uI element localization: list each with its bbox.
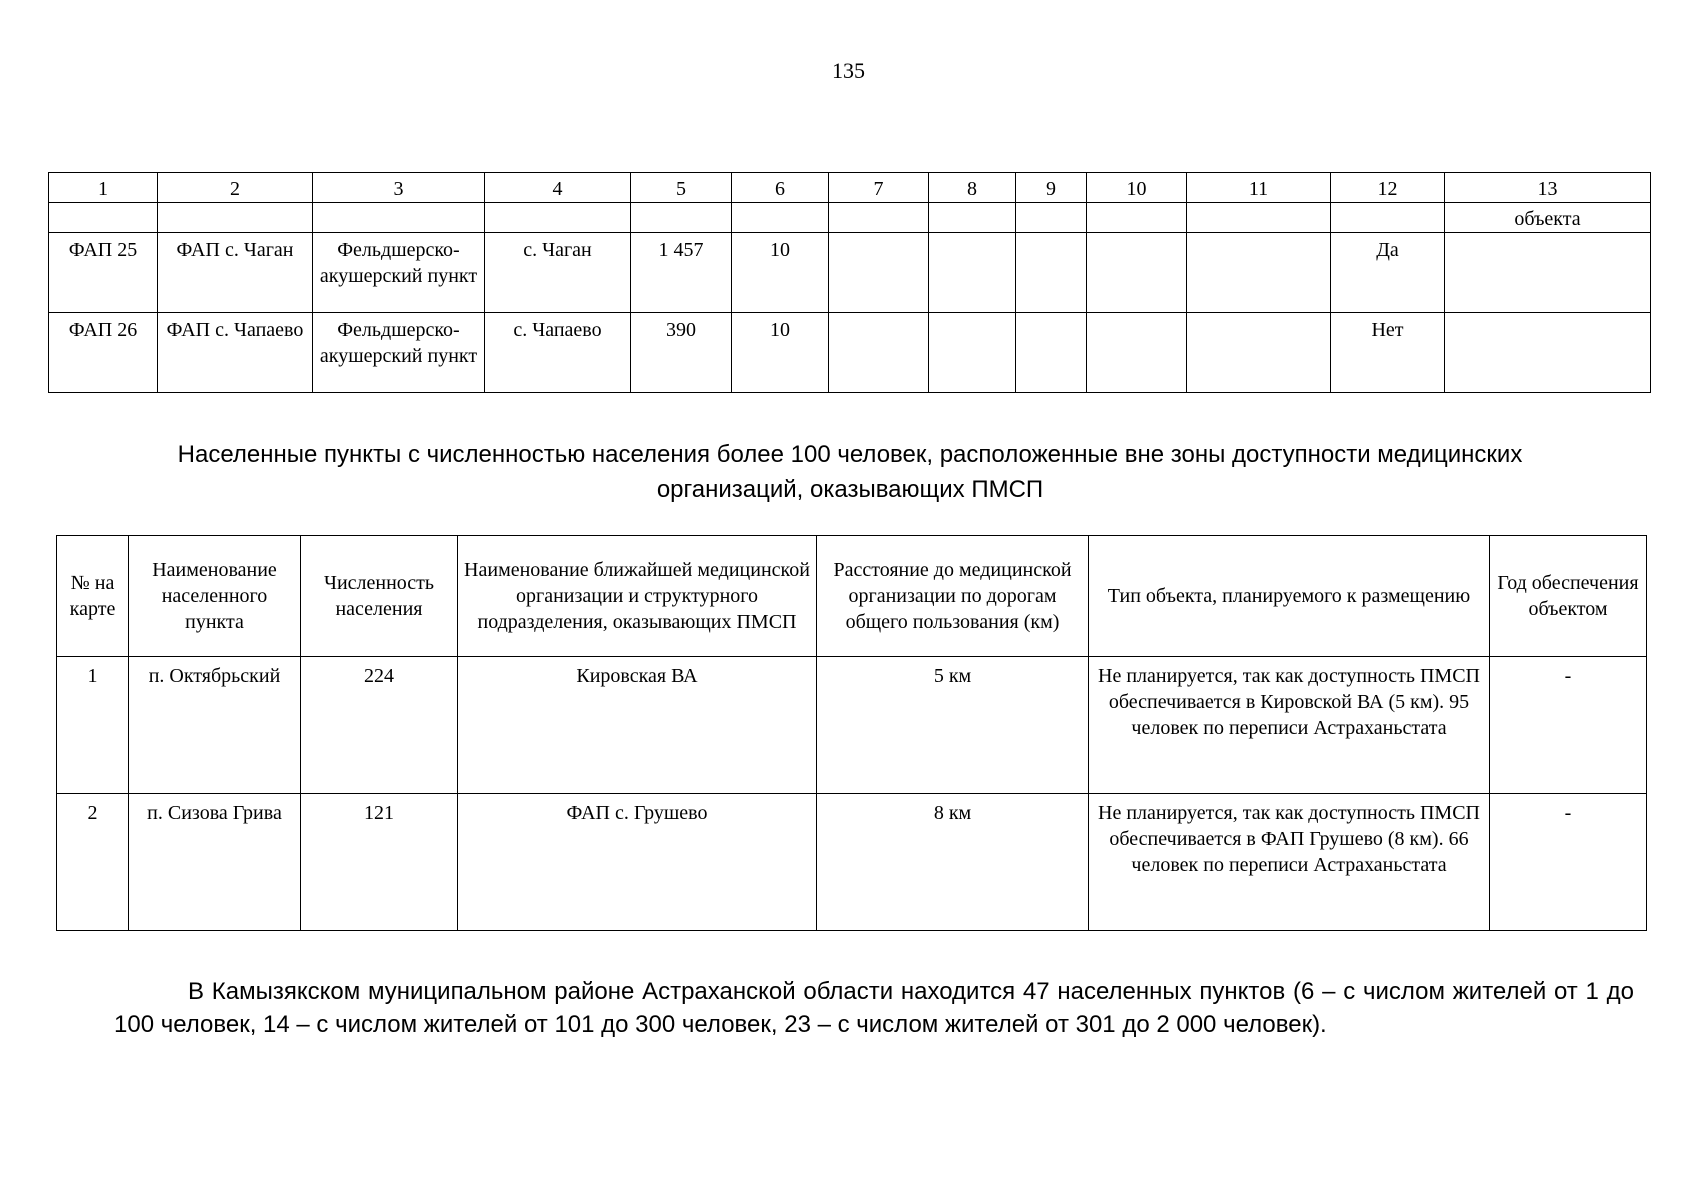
table-row [57, 657, 1647, 794]
table-cell: 7 [829, 173, 929, 203]
table-cell: 1 [57, 657, 129, 794]
table-cell: ФАП с. Чапаево [158, 313, 313, 393]
table-cell [829, 313, 929, 393]
table-cell: - [1490, 794, 1647, 931]
table-cell: с. Чаган [485, 233, 631, 313]
page-number: 135 [832, 58, 865, 83]
table-cell: 5 [631, 173, 732, 203]
table-cell: 1 [49, 173, 158, 203]
table-cell: 2 [158, 173, 313, 203]
table-cell: ФАП с. Чаган [158, 233, 313, 313]
table-cell: Фельдшерско-акушерский пункт [313, 313, 485, 393]
table-cell: ФАП 26 [49, 313, 158, 393]
table-cell: Не планируется, так как доступность ПМСП обеспечивается в Кировской ВА (5 км). 95 человек по переписи Астраханьстата [1089, 657, 1490, 794]
table-cell [313, 203, 485, 233]
table-cell: 9 [1016, 173, 1087, 203]
table-cell: 13 [1445, 173, 1651, 203]
table-cell: Расстояние до медицинской организации по дорогам общего пользования (км) [817, 536, 1089, 657]
table-cell: 224 [301, 657, 458, 794]
table-cell: п. Сизова Грива [129, 794, 301, 931]
table-cell: 4 [485, 173, 631, 203]
table-cell [929, 203, 1016, 233]
table-cell: ФАП 25 [49, 233, 158, 313]
table-header-row [57, 536, 1647, 657]
table-cell: Не планируется, так как доступность ПМСП обеспечивается в ФАП Грушево (8 км). 66 человек по переписи Астраханьстата [1089, 794, 1490, 931]
table-cell: - [1490, 657, 1647, 794]
table-cell: 5 км [817, 657, 1089, 794]
table-cell: 8 км [817, 794, 1089, 931]
table-header-row [49, 173, 1651, 203]
table-cell: 6 [732, 173, 829, 203]
table-cell: 11 [1187, 173, 1331, 203]
table-cell: п. Октябрьский [129, 657, 301, 794]
table-cell: 2 [57, 794, 129, 931]
settlements-table [56, 535, 1647, 931]
table-cell: Год обеспечения объектом [1490, 536, 1647, 657]
section-title: Населенные пункты с численностью населения более 100 человек, расположенные вне зоны доступности медицинских организаций, оказывающих ПМСП [177, 441, 1523, 503]
table-cell [1087, 203, 1187, 233]
table-cell [1187, 233, 1331, 313]
table-cell [1331, 203, 1445, 233]
table-cell: 1 457 [631, 233, 732, 313]
table-cell [1087, 233, 1187, 313]
table-cell [158, 203, 313, 233]
table-cell [485, 203, 631, 233]
table-cell: 10 [732, 233, 829, 313]
table-cell [1016, 313, 1087, 393]
table-cell: Тип объекта, планируемого к размещению [1089, 536, 1490, 657]
table-cell: Наименование населенного пункта [129, 536, 301, 657]
table-cell: Кировская ВА [458, 657, 817, 794]
table-row [49, 313, 1651, 393]
table-row [49, 233, 1651, 313]
table-cell [1016, 203, 1087, 233]
table-row [57, 794, 1647, 931]
table-cell [1016, 233, 1087, 313]
facilities-table [48, 172, 1651, 393]
table-cell: Фельдшерско-акушерский пункт [313, 233, 485, 313]
table-cell: с. Чапаево [485, 313, 631, 393]
table-cell [929, 313, 1016, 393]
table-cell [929, 233, 1016, 313]
table-cell: Наименование ближайшей медицинской организации и структурного подразделения, оказывающих ПМСП [458, 536, 817, 657]
table-cell [829, 233, 929, 313]
table-subheader-row [49, 203, 1651, 233]
table-cell [1187, 203, 1331, 233]
table-cell: № на карте [57, 536, 129, 657]
table-cell [631, 203, 732, 233]
table-cell: 390 [631, 313, 732, 393]
table-cell [1445, 313, 1651, 393]
table-cell: ФАП с. Грушево [458, 794, 817, 931]
table-cell [829, 203, 929, 233]
table-cell [1445, 233, 1651, 313]
table-cell: Нет [1331, 313, 1445, 393]
table-cell: 10 [1087, 173, 1187, 203]
table-cell [1087, 313, 1187, 393]
table-cell [1187, 313, 1331, 393]
table-cell: Да [1331, 233, 1445, 313]
summary-paragraph: В Камызякском муниципальном районе Астраханской области находится 47 населенных пунктов (6 – с числом жителей от 1 до 100 человек, 14 – с числом жителей от 101 до 300 человек, 23 – с числом жителей от 301 до 2 000 человек). [114, 978, 1634, 1038]
table-cell: 12 [1331, 173, 1445, 203]
table-cell: Численность населения [301, 536, 458, 657]
table-cell: 10 [732, 313, 829, 393]
table-cell [732, 203, 829, 233]
table-cell: 8 [929, 173, 1016, 203]
table-cell: 3 [313, 173, 485, 203]
table-cell: 121 [301, 794, 458, 931]
table-cell [49, 203, 158, 233]
table-cell: объекта [1445, 203, 1651, 233]
